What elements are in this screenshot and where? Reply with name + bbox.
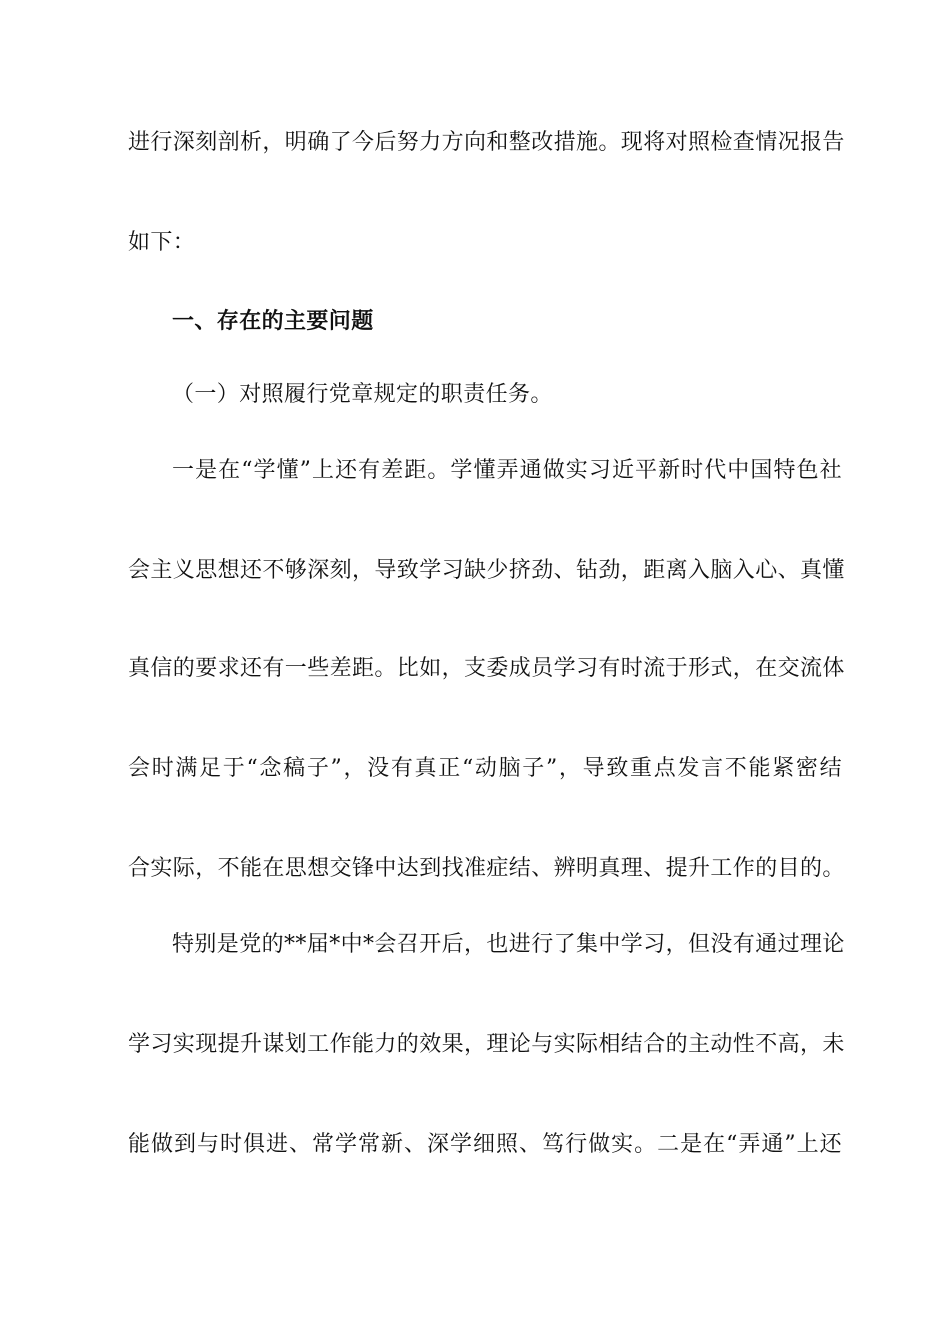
text-line-12: 能做到与时俱进、常学常新、深学细照、笃行做实。二是在“弄通”上还 (128, 1132, 842, 1157)
section-heading: 一、存在的主要问题 (172, 308, 374, 334)
text-line-1: 进行深刻剖析，明确了今后努力方向和整改措施。现将对照检查情况报告 (128, 130, 845, 155)
text-line-7: 真信的要求还有一些差距。比如，支委成员学习有时流于形式，在交流体 (128, 656, 845, 681)
text-line-11: 学习实现提升谋划工作能力的效果，理论与实际相结合的主动性不高，未 (128, 1032, 845, 1057)
text-line-2: 如下： (128, 230, 196, 255)
text-line-10: 特别是党的**届*中*会召开后，也进行了集中学习，但没有通过理论 (172, 932, 845, 957)
text-line-9: 合实际，不能在思想交锋中达到找准症结、辨明真理、提升工作的目的。 (128, 856, 845, 881)
text-line-6: 会主义思想还不够深刻，导致学习缺少挤劲、钻劲，距离入脑入心、真懂 (128, 558, 845, 583)
text-line-8: 会时满足于“念稿子”，没有真正“动脑子”，导致重点发言不能紧密结 (128, 756, 842, 781)
subsection-heading: （一）对照履行党章规定的职责任务。 (172, 382, 553, 407)
text-line-5: 一是在“学懂”上还有差距。学懂弄通做实习近平新时代中国特色社 (172, 458, 842, 483)
